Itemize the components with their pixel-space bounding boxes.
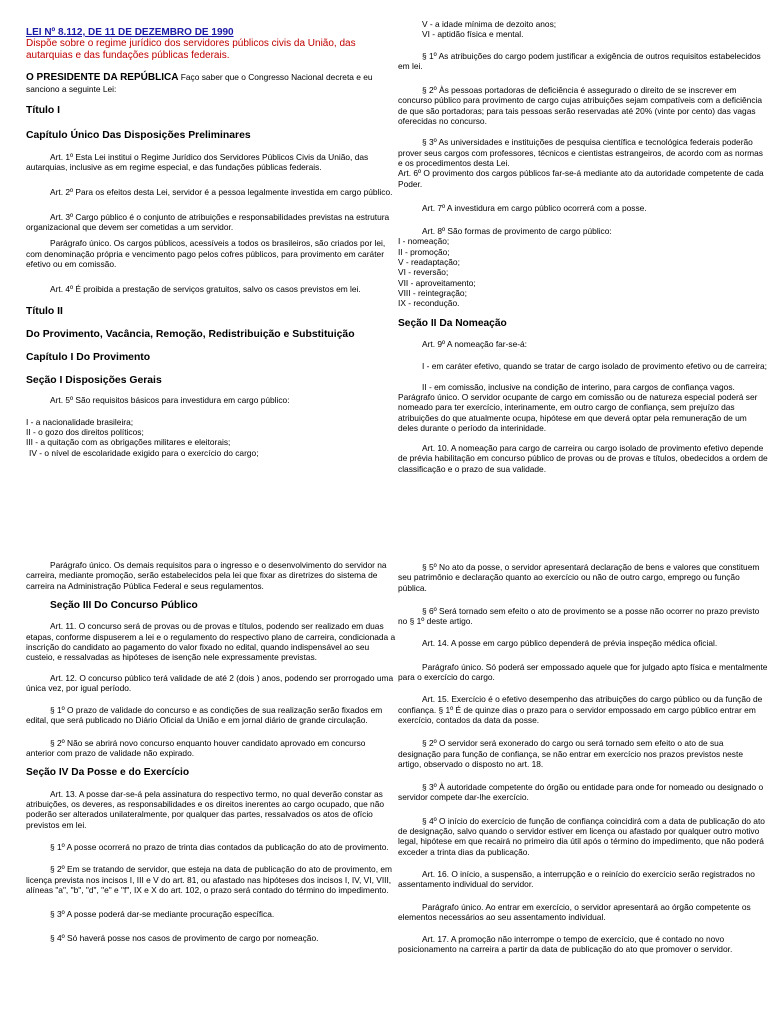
art-7: Art. 7º A investidura em cargo público ocorrerá com a posse. [422, 202, 647, 213]
art-15: Art. 15. Exercício é o efetivo desempenho das atribuições do cargo público ou da função de confiança. § 1º É de quinze dias o prazo para o servidor empossado em cargo público entrar em exercício, contados da data da posse. [398, 694, 763, 725]
art-16-paragraph: Parágrafo único. Ao entrar em exercício, o servidor apresentará ao órgão competente os elementos necessários ao seu assentamento individual. [398, 901, 751, 922]
secao-3: Seção III Do Concurso Público [50, 599, 198, 611]
art-3: Art. 3º Cargo público é o conjunto de atribuições e responsabilidades previstas na estrutura organizacional que devem ser cometidas a um servidor. [26, 211, 390, 233]
secao-2: Seção II Da Nomeação [398, 317, 507, 329]
ementa: Dispõe sobre o regime jurídico dos servidores públicos civis da União, das autarquias e das fundações públicas federais. [26, 38, 356, 61]
list-item: II - o gozo dos direitos políticos; [26, 427, 144, 438]
art-13-p2: § 2º Em se tratando de servidor, que esteja na data de publicação do ato de provimento, em licença prevista nos incisos I, III e V do art. 81, ou afastado nas hipóteses dos incisos I, IV, VI, VIII, alíneas "a", "b", "d", "e" e "f", IX e X do art. 102, o prazo será contado do término do impedimento. [26, 864, 392, 895]
list-item: VIII - reintegração; [398, 287, 467, 298]
list-item: I - a nacionalidade brasileira; [26, 416, 134, 427]
president-decree [26, 72, 396, 94]
art-4: Art. 4º É proibida a prestação de serviços gratuitos, salvo os casos previstos em lei. [50, 284, 361, 295]
art-13-p3: § 3º A posse poderá dar-se mediante procuração específica. [50, 909, 275, 920]
capitulo-1: Capítulo I Do Provimento [26, 351, 151, 363]
left-column-bottom [26, 560, 396, 943]
list-item: VII - aproveitamento; [398, 277, 476, 288]
art-6: Art. 6º O provimento dos cargos públicos far-se-á mediante ato da autoridade competente de cada Poder. [398, 168, 764, 189]
art-5-p1: § 1º As atribuições do cargo podem justificar a exigência de outros requisitos estabelecidos em lei. [398, 50, 761, 71]
art-14: Art. 14. A posse em cargo público dependerá de prévia inspeção médica oficial. [422, 638, 718, 649]
titulo-2: Título II [26, 305, 63, 317]
art-13-p1: § 1º A posse ocorrerá no prazo de trinta dias contados da publicação do ato de provimento. [50, 842, 389, 853]
art-8-list [398, 236, 768, 308]
art-9: Art. 9º A nomeação far-se-á: [422, 339, 528, 350]
art-13-p5: § 5º No ato da posse, o servidor apresentará declaração de bens e valores que constituem seu patrimônio e declaração quanto ao exercício ou não de outro cargo, emprego ou função pública. [398, 562, 760, 593]
president-rest: Faço saber que o Congresso Nacional decreta e eu sanciono a seguinte Lei: [26, 72, 373, 94]
list-item: V - readaptação; [398, 257, 460, 268]
art-15-p3: § 3º À autoridade competente do órgão ou entidade para onde for nomeado ou designado o servidor compete dar-lhe exercício. [398, 782, 764, 803]
art-11: Art. 11. O concurso será de provas ou de provas e títulos, podendo ser realizado em duas etapas, conforme dispuserem a lei e o regulamento do respectivo plano de carreira, condicionada a inscrição do candidato ao pagamento do valor fixado no edital, quando indispensável ao seu custeio, e ressalvadas as hipóteses de isenção nele expressamente previstas. [26, 621, 396, 663]
art-10: Art. 10. A nomeação para cargo de carreira ou cargo isolado de provimento efetivo depende de prévia habilitação em concurso público de provas ou de provas e títulos, obedecidos a ordem de classificação e o prazo de sua validade. [398, 443, 768, 474]
art-15-p4: § 4º O início do exercício de função de confiança coincidirá com a data de publicação do ato de designação, salvo quando o servidor estiver em licença ou afastado por qualquer outro motivo legal, hipótese em que recairá no primeiro dia útil após o término do impedimento, que não poderá exceder a trinta dias da publicação. [398, 815, 765, 857]
art-5-p2: § 2º Às pessoas portadoras de deficiência é assegurado o direito de se inscrever em concurso público para provimento de cargo cujas atribuições sejam compatíveis com a deficiência de que são portadoras; para tais pessoas serão reservadas até 20% (vinte por cento) das vagas oferecidas no concurso. [398, 85, 763, 127]
right-column-bottom [398, 562, 768, 955]
left-column-top [26, 28, 396, 458]
art-17: Art. 17. A promoção não interrompe o tempo de exercício, que é contado no novo posicionamento na carreira a partir da data de publicação do ato que promover o servidor. [398, 934, 733, 955]
list-item: II - promoção; [398, 246, 450, 257]
art-5-p3: § 3º As universidades e instituições de pesquisa científica e tecnológica federais poderão prover seus cargos com professores, técnicos e cientistas estrangeiros, de acordo com as normas e os procedimentos desta Lei. [398, 137, 763, 168]
art-12-p1: § 1º O prazo de validade do concurso e as condições de sua realização serão fixados em edital, que será publicado no Diário Oficial da União e em jornal diário de grande circulação. [26, 705, 383, 726]
art-1: Art. 1º Esta Lei institui o Regime Jurídico dos Servidores Públicos Civis da União, das autarquias, inclusive as em regime especial, e das fundações públicas federais. [26, 151, 369, 173]
list-item: IV - o nível de escolaridade exigido para o exercício do cargo; [29, 447, 259, 458]
art-9-i: I - em caráter efetivo, quando se tratar de cargo isolado de provimento efetivo ou de carreira; [422, 361, 767, 372]
secao-4: Seção IV Da Posse e do Exercício [26, 767, 190, 779]
secao-1: Seção I Disposições Gerais [26, 374, 162, 386]
right-column-top [398, 19, 768, 474]
list-item: IX - recondução. [398, 298, 460, 309]
art-8: Art. 8º São formas de provimento de cargo público: [422, 226, 612, 237]
art-2: Art. 2º Para os efeitos desta Lei, servidor é a pessoa legalmente investida em cargo público. [50, 187, 393, 198]
president-lead: O PRESIDENTE DA REPÚBLICA [26, 72, 179, 84]
titulo-1: Título I [26, 104, 61, 116]
art-15-p2: § 2º O servidor será exonerado do cargo ou será tornado sem efeito o ato de sua designação para função de confiança, se não entrar em exercício nos prazos previstos neste artigo, observado o disposto no art. 18. [398, 738, 743, 769]
art-14-paragraph: Parágrafo único. Só poderá ser empossado aquele que for julgado apto física e mentalmente para o exercício do cargo. [398, 661, 768, 683]
art-9-ii: II - em comissão, inclusive na condição de interino, para cargos de confiança vagos. Parágrafo único. O servidor ocupante de cargo em comissão ou de natureza especial poderá ser nomeado para ter exercício, interinamente, em outro cargo de confiança, sem prejuízo das atribuições do que atualmente ocupa, hipótese em que deverá optar pela remuneração de um deles durante o período da interinidade. [398, 381, 758, 433]
art-13: Art. 13. A posse dar-se-á pela assinatura do respectivo termo, no qual deverão constar as atribuições, os deveres, as responsabilidades e os direitos inerentes ao cargo ocupado, que não poderão ser alterados unilateralmente, por qualquer das partes, ressalvados os atos de ofício previstos em lei. [26, 788, 385, 830]
list-item: V - a idade mínima de dezoito anos; [422, 19, 557, 29]
list-item: VI - reversão; [398, 267, 449, 278]
art-12-p2: § 2º Não se abrirá novo concurso enquanto houver candidato aprovado em concurso anterior com prazo de validade não expirado. [26, 737, 366, 759]
art-3-paragraph: Parágrafo único. Os cargos públicos, acessíveis a todos os brasileiros, são criados por lei, com denominação própria e vencimento pago pelos cofres públicos, para provimento em caráter efetivo ou em comissão. [26, 238, 386, 269]
art-10-paragraph: Parágrafo único. Os demais requisitos para o ingresso e o desenvolvimento do servidor na carreira, mediante promoção, serão estabelecidos pela lei que fixar as diretrizes do sistema de carreira na Administração Pública Federal e seus regulamentos. [26, 560, 387, 591]
art-13-p6: § 6º Será tornado sem efeito o ato de provimento se a posse não ocorrer no prazo previsto no § 1º deste artigo. [398, 605, 760, 627]
titulo-2-name: Do Provimento, Vacância, Remoção, Redistribuição e Substituição [26, 328, 355, 340]
list-item: III - a quitação com as obrigações militares e eleitorais; [26, 437, 231, 448]
art-5: Art. 5º São requisitos básicos para investidura em cargo público: [50, 394, 290, 405]
list-item: I - nomeação; [398, 236, 450, 247]
list-item: VI - aptidão física e mental. [422, 29, 524, 40]
law-title-link[interactable]: LEI Nº 8.112, DE 11 DE DEZEMBRO DE 1990 [26, 27, 234, 38]
art-5-list [26, 417, 396, 458]
art-13-p4: § 4º Só haverá posse nos casos de provimento de cargo por nomeação. [50, 932, 319, 943]
art-12: Art. 12. O concurso público terá validade de até 2 (dois ) anos, podendo ser prorrogado uma única vez, por igual período. [26, 672, 394, 693]
art-16: Art. 16. O início, a suspensão, a interrupção e o reinício do exercício serão registrados no assentamento individual do servidor. [398, 868, 755, 890]
capitulo-unico: Capítulo Único Das Disposições Preliminares [26, 129, 251, 141]
